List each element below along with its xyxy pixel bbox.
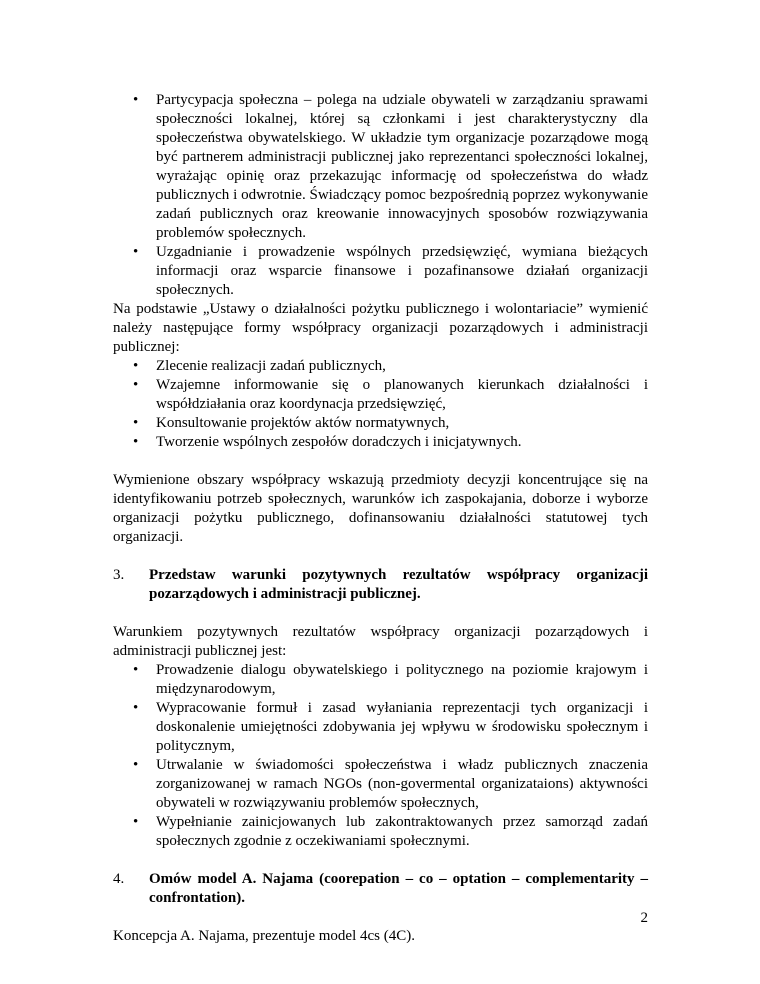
spacer (113, 452, 648, 471)
list-item: • Zlecenie realizacji zadań publicznych, (113, 357, 648, 376)
list-item: • Wzajemne informowanie się o planowanych kierunkach działalności i współdziałania oraz koordynacja przedsięwzięć, (113, 376, 648, 414)
list-item: • Wypełnianie zainicjowanych lub zakontraktowanych przez samorząd zadań społecznych zgodnie z oczekiwaniami społecznymi. (113, 813, 648, 851)
spacer (113, 908, 648, 927)
list-item: • Utrwalanie w świadomości społeczeństwa i władz publicznych znaczenia zorganizowanej w ramach NGOs (non-govermental organizataions) aktywności obywateli w rozwiązywaniu problemów społecznych, (113, 756, 648, 813)
list-item: • Tworzenie wspólnych zespołów doradczych i inicjatywnych. (113, 433, 648, 452)
question-title: Omów model A. Najama (coorepation – co – optation – complementarity – confrontation). (149, 871, 648, 906)
question-title: Przedstaw warunki pozytywnych rezultatów współpracy organizacji pozarządowych i administracji publicznej. (149, 567, 648, 602)
spacer (113, 547, 648, 566)
document-page (113, 91, 648, 946)
list-item: • Partycypacja społeczna – polega na udziale obywateli w zarządzaniu sprawami społeczności lokalnej, której są członkami i jest charakterystyczny dla społeczeństwa obywatelskiego. W układzie tym organizacje pozarządowe mogą być partnerem administracji publicznej jako reprezentanci społeczności lokalnej, wyrażając opinię oraz przekazując informację od społeczeństwa do władz publicznych i odwrotnie. Świadczący pomoc bezpośrednią poprzez wykonywanie zadań publicznych oraz kreowanie innowacyjnych sposobów rozwiązywania problemów społecznych. (113, 91, 648, 243)
spacer (113, 851, 648, 870)
spacer (113, 604, 648, 623)
conditions-intro-paragraph: Warunkiem pozytywnych rezultatów współpracy organizacji pozarządowych i administracji publicznej jest: (113, 624, 648, 659)
conditions-list (113, 661, 648, 851)
list-item: • Konsultowanie projektów aktów normatywnych, (113, 414, 648, 433)
closing-paragraph: Koncepcja A. Najama, prezentuje model 4cs (4C). (113, 928, 415, 944)
list-item: • Prowadzenie dialogu obywatelskiego i politycznego na poziomie krajowym i międzynarodowym, (113, 661, 648, 699)
list-item: • Wypracowanie formuł i zasad wyłaniania reprezentacji tych organizacji i doskonalenie umiejętności zdobywania jej wpływu w środowisku społecznym i politycznym, (113, 699, 648, 756)
list-item: • Uzgadnianie i prowadzenie wspólnych przedsięwzięć, wymiana bieżących informacji oraz wsparcie finansowe i pozafinansowe działań organizacji społecznych. (113, 243, 648, 300)
summary-paragraph: Wymienione obszary współpracy wskazują przedmioty decyzji koncentrujące się na identyfikowaniu potrzeb społecznych, warunków ich zaspokajania, doborze i wyborze organizacji pożytku publicznego, dofinansowaniu działalności statutowej tych organizacji. (113, 472, 648, 545)
question-4-heading (113, 870, 648, 908)
participation-list (113, 91, 648, 300)
question-number: 3. (113, 567, 125, 583)
page-number: 2 (640, 910, 648, 926)
question-number: 4. (113, 871, 125, 887)
question-3-heading (113, 566, 648, 604)
forms-intro-paragraph: Na podstawie „Ustawy o działalności pożytku publicznego i wolontariacie” wymienić należy następujące formy współpracy organizacji pozarządowych i administracji publicznej: (113, 301, 648, 355)
forms-list (113, 357, 648, 452)
